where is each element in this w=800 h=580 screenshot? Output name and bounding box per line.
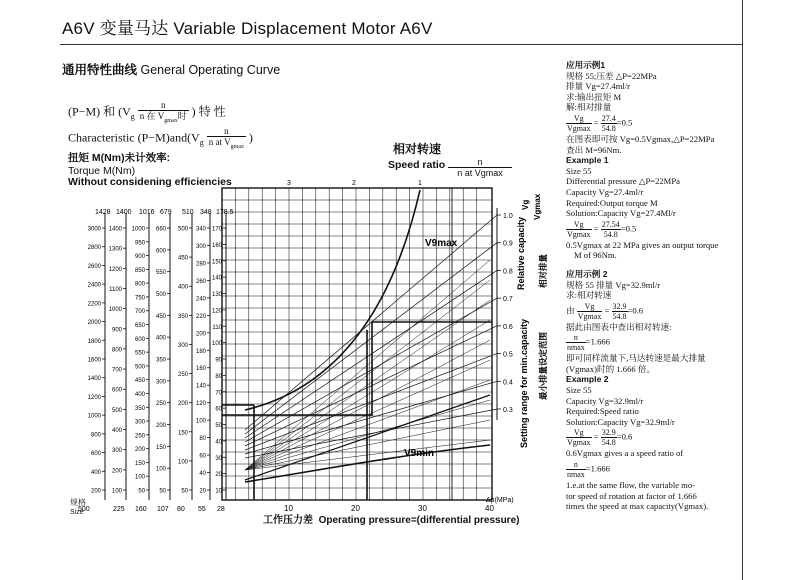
torque-tick-label: 300 [111,448,122,455]
characteristic-en: Characteristic $(P-M)and(V_g$ $\frac{n}{n at V_{gmax}}$ ) [68,126,253,150]
size-value: 28 [217,506,225,513]
x-axis-label: 工作压力差 Operating pressure=(differential pressure) [263,515,520,526]
torque-tick-label: 500 [177,226,188,233]
torque-tick-label: 250 [155,401,166,408]
size-value: 160 [135,506,147,513]
torque-tick-label: 90 [215,357,222,364]
speed-ratio-cn: 相对转速 [393,142,442,156]
x-tick-label: 30 [418,504,427,513]
torque-scale-header: 1016 [139,209,155,216]
torque-tick-label: 2800 [87,245,101,252]
x-tick-label: 20 [351,504,360,513]
rel-tick-label: 0.9 [503,240,513,248]
torque-tick-label: 120 [211,308,222,315]
ex2-en-title: Example 2 [566,374,609,385]
ex1-cn-line: 查出 M=96Nm. [566,144,622,155]
ex2-en-line: Solution:Capacity Vg=32.9ml/r [566,416,675,427]
set-label-cn: 最小排量设定范围 [538,331,548,400]
rel-label-en: Relative capacity [516,216,526,290]
ex1-cn-formula: $\frac{Vg}{Vgmax}$ = $\frac{27.4}{54.8}$ =0.5 [567,113,633,133]
ex1-en-formula: $\frac{Vg}{Vgmax}$ = $\frac{27.54}{54.8}$ =0.5 [567,219,637,239]
torque-tick-label: 140 [211,275,222,282]
torque-tick-label: 450 [134,378,145,385]
torque-tick-label: 650 [134,323,145,330]
torque-tick-label: 60 [215,406,222,413]
torque-tick-label: 340 [195,226,206,233]
rel-tick-label: 0.3 [503,407,513,414]
torque-scale-header: 1428 [95,209,111,216]
rel-tick-label: 0.5 [503,351,513,359]
torque-tick-label: 200 [155,423,166,429]
torque-tick-label: 700 [134,309,145,316]
ex2-cn-line: 即可同样流量下,马达转速是最大排量 [566,353,706,364]
torque-tick-label: 200 [177,401,188,408]
torque-tick-label: 660 [155,226,166,233]
ex2-en-formula: $\frac{Vg}{Vgmax}$ = $\frac{32.9}{54.8}$ =0.6 [567,428,633,448]
ex1-cn-title: 应用示例1 [566,60,606,70]
torque-tick-label: 600 [111,387,122,394]
torque-tick-label: 800 [111,347,122,354]
torque-tick-label: 3000 [87,226,101,233]
torque-tick-label: 2000 [87,320,101,327]
torque-label-en2: Without considening efficiencies [68,176,232,188]
ex2-cn-formula: 由 $\frac{Vg}{Vgmax}$ = $\frac{32.9}{54.8}$ =0.6 [566,301,644,321]
rel-frac-num: Vg [521,199,530,210]
torque-tick-label: 170 [211,226,222,233]
ex2-en-line: times the speed at max capacity(Vgmax). [566,501,709,512]
characteristic-cn-fraction: $\frac{n}{n 在 V_{gmax}时}$ [139,100,187,124]
torque-tick-label: 300 [155,379,166,386]
set-label-cn-group [538,331,548,400]
torque-tick-label: 350 [155,357,166,364]
torque-tick-label: 800 [90,432,101,439]
torque-tick-label: 300 [177,342,188,349]
ex2-en-line: Required:Speed ratio [566,406,639,417]
capacity-line [245,298,497,442]
torque-tick-label: 30 [215,455,222,462]
torque-tick-label: 500 [155,292,166,298]
capacity-line [245,270,497,438]
torque-tick-label: 10 [215,488,222,495]
torque-label-en: Torque M(Nm) [68,165,136,177]
torque-tick-label: 1200 [87,394,101,401]
top-tick-label: 1 [418,180,422,187]
torque-tick-label: 120 [195,401,206,408]
ex1-en-line: Capacity Vg=27.4ml/r [566,186,644,197]
size-label-en: Size [70,509,84,516]
torque-tick-label: 60 [199,453,206,460]
ex1-en-line: Required:Output torque M [566,197,658,208]
capacity-line [245,409,497,458]
page-header: A6V 变量马达 Variable Displacement Motor A6V [62,19,433,38]
ex2-cn-line: 据此由图表中查出相对转速: [566,321,672,332]
ex1-cn-line: 求:输出扭矩 M [566,91,622,102]
torque-scale-header: 1400 [116,209,132,216]
rel-label-cn-group [538,253,548,288]
torque-tick-label: 850 [134,267,145,274]
torque-tick-label: 150 [177,430,188,437]
size-value: 55 [198,506,206,513]
torque-tick-label: 900 [111,327,122,334]
ex2-en-line: 1.e.at the same flow, the variable mo- [566,480,696,491]
torque-tick-label: 240 [195,296,206,303]
ex1-en-line: M of 96Nm. [574,250,617,261]
rel-frac-group [521,193,542,220]
torque-tick-label: 1200 [108,266,122,273]
x-unit-label: Δp(MPa) [486,497,514,504]
ex2-en-line: Size 55 [566,385,592,396]
ex1-en-title: Example 1 [566,155,609,166]
ex2-cn-speed-formula: $\frac{n}{nmax}$ =1.666 [567,333,610,353]
torque-tick-label: 50 [159,488,166,495]
torque-tick-label: 20 [199,488,206,495]
ex1-cn-line: 在图表即可按 Vg=0.5Vgmax,△P=22MPa [566,133,715,144]
ex2-cn-title: 应用示例 2 [566,268,608,279]
ex1-cn-line: 规格 55;压差 △P=22MPa [566,70,657,81]
set-label-group [519,319,529,448]
torque-tick-label: 600 [90,451,101,458]
ex2-cn-line: 求:相对转速 [566,290,612,301]
torque-tick-label: 1400 [108,226,122,233]
rel-tick-label: 1.0 [503,213,513,220]
torque-tick-label: 50 [215,423,222,429]
torque-tick-label: 1300 [108,246,122,253]
x-tick-label: 40 [485,504,494,513]
torque-tick-label: 180 [195,348,206,355]
torque-tick-label: 350 [177,313,188,320]
rel-frac-den: Vgmax [533,193,542,220]
ex1-en-line: Differential pressure △P=22MPa [566,176,680,187]
torque-tick-label: 250 [134,433,145,440]
torque-tick-label: 950 [134,240,145,247]
torque-tick-label: 450 [177,255,188,262]
size-value: 107 [157,506,169,513]
torque-tick-label: 100 [155,466,166,473]
torque-tick-label: 40 [215,439,222,446]
top-tick-label: 2 [352,180,356,187]
torque-tick-label: 900 [134,254,145,261]
torque-tick-label: 70 [215,390,222,397]
torque-tick-label: 100 [177,459,188,466]
torque-tick-label: 400 [177,284,188,291]
torque-tick-label: 50 [181,488,188,495]
torque-tick-label: 100 [195,418,206,425]
torque-tick-label: 800 [134,281,145,288]
torque-tick-label: 600 [134,336,145,343]
rel-label-cn: 相对排量 [538,253,548,288]
section-title-en: General Operating Curve [140,63,281,77]
torque-scales [88,209,234,500]
characteristic-cn: (P−M) 和 ($V_g$ $\frac{n}{n 在 V_{gmax}时}$ ) 特 性 [68,100,226,124]
torque-tick-label: 110 [212,324,222,331]
torque-tick-label: 250 [177,372,188,379]
torque-tick-label: 1000 [108,307,122,314]
torque-tick-label: 160 [195,366,206,373]
torque-scale-header: 348 [200,209,212,216]
torque-tick-label: 260 [195,278,206,285]
torque-tick-label: 80 [199,436,206,443]
torque-tick-label: 1000 [131,226,145,233]
torque-tick-label: 1400 [87,376,101,383]
torque-tick-label: 400 [111,428,122,435]
size-value: 500 [78,506,90,513]
rel-tick-label: 0.8 [503,268,513,276]
torque-tick-label: 130 [211,292,222,298]
rel-tick-label: 0.4 [503,379,513,387]
torque-tick-label: 200 [134,447,145,454]
rel-tick-label: 0.6 [503,323,513,331]
torque-tick-label: 2200 [87,301,101,308]
ex2-en-line: tor speed of rotation at factor of 1.666 [566,490,697,501]
torque-tick-label: 280 [195,261,206,268]
vgmax-label: V9max [425,238,458,249]
torque-tick-label: 150 [211,259,222,266]
x-tick-label: 10 [284,504,293,513]
torque-tick-label: 350 [134,405,145,412]
torque-tick-label: 200 [111,468,122,475]
examples-panel [566,60,742,512]
torque-tick-label: 20 [215,472,222,479]
torque-tick-label: 1000 [87,413,101,420]
torque-scale-header: 510 [182,209,194,216]
torque-tick-label: 200 [90,488,101,495]
size-value: 80 [177,506,185,513]
ex1-en-line: Solution:Capacity Vg=27.4Ml/r [566,208,676,219]
torque-tick-label: 100 [211,341,222,348]
ex1-cn-line: 排量 Vg=27.4ml/r [566,81,631,92]
torque-tick-label: 550 [155,270,166,277]
set-label-en: Setting range for min.capacity [519,318,529,448]
vgmax-curve [245,190,420,410]
torque-tick-label: 200 [195,331,206,338]
characteristic-en-fraction: $\frac{n}{n at V_{gmax}}$ [208,126,244,150]
torque-tick-label: 550 [134,350,145,357]
torque-tick-label: 750 [134,295,145,302]
torque-tick-label: 100 [111,488,122,495]
ex1-en-line: 0.5Vgmax at 22 MPa gives an output torque [566,239,719,250]
torque-tick-label: 140 [195,383,206,390]
torque-tick-label: 1600 [87,357,101,364]
torque-tick-label: 300 [134,419,145,426]
ex2-en-line: Capacity Vg=32.9ml/r [566,395,644,406]
torque-label-cn: 扭矩 M(Nm)未计效率: [68,152,171,164]
torque-tick-label: 80 [215,373,222,380]
torque-tick-label: 50 [138,488,145,495]
torque-tick-label: 500 [134,364,145,371]
rel-tick-label: 0.7 [503,296,513,304]
size-label: 规格 [70,498,86,507]
torque-tick-label: 150 [134,460,145,467]
torque-tick-label: 400 [134,391,145,398]
torque-tick-label: 450 [155,313,166,320]
torque-tick-label: 150 [155,444,166,451]
torque-tick-label: 400 [90,469,101,476]
torque-tick-label: 2600 [87,263,101,270]
torque-tick-label: 1800 [87,338,101,345]
torque-tick-label: 600 [155,248,166,255]
top-tick-label: 3 [287,180,291,187]
ex2-cn-line: (Vgmax)时的 1.666 倍。 [566,363,656,374]
torque-tick-label: 400 [155,335,166,342]
torque-tick-label: 300 [195,243,206,250]
vgmin-label: V9min [404,448,435,459]
torque-tick-label: 220 [195,313,206,320]
torque-tick-label: 160 [211,242,222,249]
torque-tick-label: 500 [111,407,122,414]
ex1-cn-line: 解:相对排量 [566,102,612,113]
torque-scale-header: 679 [160,209,172,216]
ex1-en-line: Size 55 [566,165,592,176]
ex2-en-line: 0.6Vgmax gives a a speed ratio of [566,448,684,459]
torque-tick-label: 2400 [87,282,101,289]
ex2-en-speed-formula: $\frac{n}{nmax}$ =1.666 [567,460,610,480]
torque-tick-label: 1100 [109,286,122,293]
ex2-cn-line: 规格 55 排量 Vg=32.9ml/r [566,279,661,290]
section-title-cn: 通用特性曲线 [62,63,138,77]
speed-ratio-fraction: $\frac{n}{\text{n at Vgmax}}$ [448,157,512,178]
rel-label-group [516,217,526,290]
torque-tick-label: 100 [134,474,145,481]
speed-ratio-en: Speed ratio [388,159,446,171]
size-value: 225 [113,506,125,513]
torque-scale-header: 178.5 [216,209,234,216]
torque-tick-label: 700 [111,367,122,374]
torque-tick-label: 40 [199,471,206,478]
